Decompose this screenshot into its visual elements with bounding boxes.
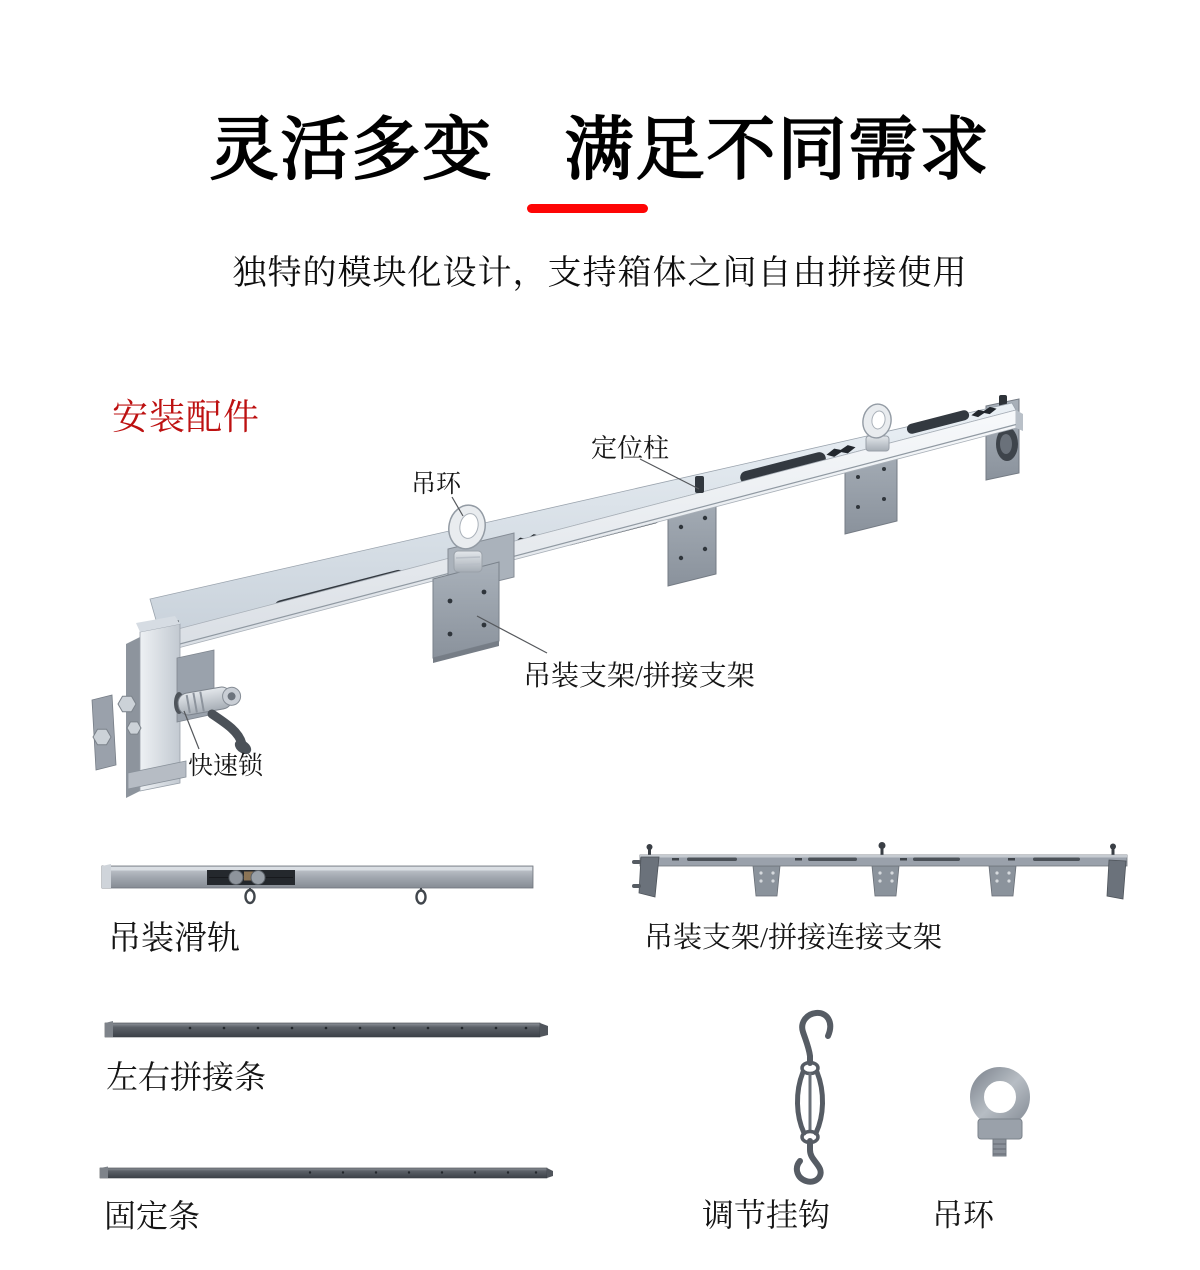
callout-positioning-post-label: 定位柱: [591, 434, 670, 463]
main-assembly-diagram-image: [92, 395, 1023, 798]
section-label: 安装配件: [112, 396, 261, 437]
callout-hanging-splice-bracket-label: 吊装支架/拼接支架: [523, 661, 755, 692]
part-label-splice-connect-bracket: 吊装支架/拼接连接支架: [644, 922, 943, 954]
lr-splice-strip-image: [105, 1021, 548, 1037]
part-label-lifting-ring: 吊环: [932, 1198, 994, 1233]
part-label-adjust-hook: 调节挂钩: [702, 1197, 831, 1233]
lifting-ring-image: [977, 1074, 1023, 1156]
callout-quick-lock-label: 快速锁: [188, 753, 264, 780]
slide-rail-image: [102, 864, 533, 904]
title-divider: [527, 204, 648, 213]
page-subtitle: 独特的模块化设计，支持箱体之间自由拼接使用: [232, 254, 968, 292]
splice-connect-bracket-image: [632, 842, 1127, 899]
part-label-fixing-strip: 固定条: [104, 1198, 201, 1234]
fixing-strip-image: [100, 1167, 553, 1179]
part-label-slide-rail: 吊装滑轨: [108, 921, 240, 957]
page-title: 灵活多变 满足不同需求: [209, 111, 991, 188]
part-label-lr-splice-strip: 左右拼接条: [106, 1059, 267, 1095]
callout-lifting-ring-label: 吊环: [411, 471, 462, 498]
adjust-hook-image: [797, 1013, 830, 1182]
